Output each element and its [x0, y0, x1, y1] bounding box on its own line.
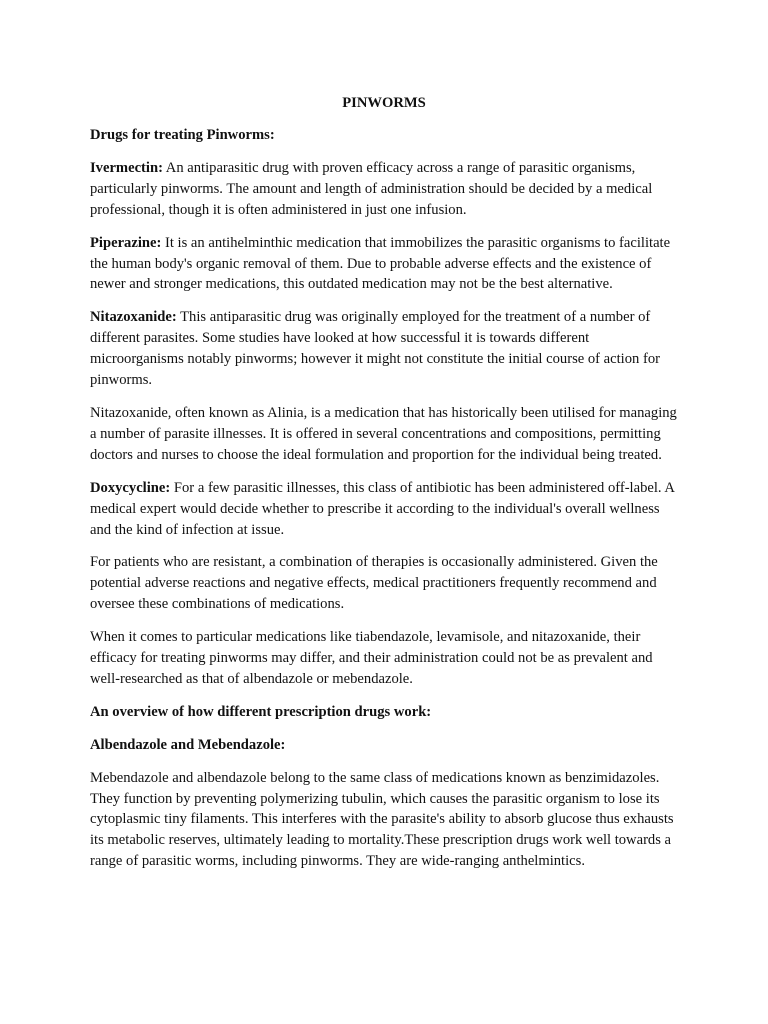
document-page [90, 93, 678, 884]
paragraph-nitazoxanide [90, 307, 678, 391]
paragraph-nitazoxanide-alinia: Nitazoxanide, often known as Alinia, is a medication that has historically been utilised for managing a number of parasite illnesses. It is offered in several concentrations and compositions, permitting doctors and nurses to choose the ideal formulation and proportion for the individual being treated. [90, 404, 677, 463]
document-title: PINWORMS [342, 95, 426, 111]
heading-drugs-for-pinworms: Drugs for treating Pinworms: [90, 127, 275, 143]
paragraph-piperazine [90, 233, 678, 296]
term-ivermectin: Ivermectin: [90, 159, 163, 176]
heading-albendazole-mebendazole: Albendazole and Mebendazole: [90, 736, 286, 753]
text-ivermectin: An antiparasitic drug with proven efficacy across a range of parasitic organisms, particularly pinworms. The amount and length of administration should be decided by a medical professional, though it is often administered in just one infusion. [90, 159, 653, 218]
paragraph-albendazole-mebendazole: Mebendazole and albendazole belong to the same class of medications known as benzimidazoles. They function by preventing polymerizing tubulin, which causes the parasitic organism to lose its cytoplasmic tiny filaments. This interferes with the parasite's ability to absorb glucose thus exhausts its metabolic reserves, ultimately leading to mortality.These prescription drugs work well towards a range of parasitic worms, including pinworms. They are wide-ranging anthelmintics. [90, 769, 674, 870]
paragraph-doxycycline [90, 478, 678, 541]
heading-overview: An overview of how different prescription drugs work: [90, 703, 432, 720]
term-doxycycline: Doxycycline: [90, 479, 171, 496]
text-doxycycline: For a few parasitic illnesses, this class of antibiotic has been administered off-label. A medical expert would decide whether to prescribe it according to the individual's overall wellness and the kind of infection at issue. [90, 479, 675, 538]
paragraph-particular-medications: When it comes to particular medications like tiabendazole, levamisole, and nitazoxanide, their efficacy for treating pinworms may differ, and their administration could not be as prevalent and well-researched as that of albendazole or mebendazole. [90, 629, 653, 687]
paragraph-ivermectin [90, 158, 678, 221]
paragraph-combination-therapy: For patients who are resistant, a combination of therapies is occasionally administered. Given the potential adverse reactions and negative effects, medical practitioners frequently recommend and oversee these combinations of medications. [90, 554, 658, 613]
text-piperazine: It is an antihelminthic medication that immobilizes the parasitic organisms to facilitate the human body's organic removal of them. Due to probable adverse effects and the existence of newer and stronger medications, this outdated medication may not be the best alternative. [90, 234, 671, 293]
term-nitazoxanide: Nitazoxanide: [90, 309, 177, 326]
term-piperazine: Piperazine: [90, 234, 162, 251]
text-nitazoxanide: This antiparasitic drug was originally employed for the treatment of a number of different parasites. Some studies have looked at how successful it is towards different microorganisms notably pinworms; however it might not constitute the initial course of action for pinworms. [90, 309, 660, 389]
